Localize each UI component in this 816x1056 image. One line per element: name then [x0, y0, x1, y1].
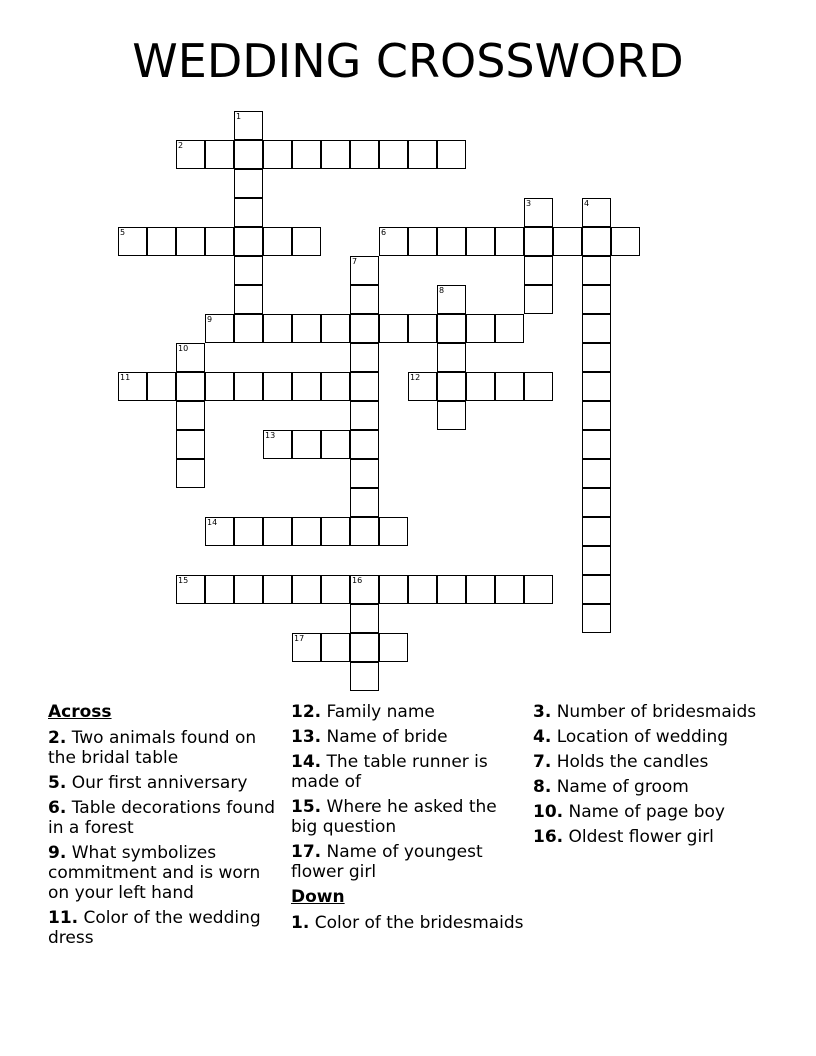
grid-cell[interactable] — [379, 575, 408, 604]
clue-number-label: 13. — [291, 727, 322, 747]
clue-number: 11 — [120, 373, 131, 382]
grid-cell[interactable] — [408, 227, 437, 256]
grid-cell[interactable] — [292, 314, 321, 343]
clue-number: 7 — [352, 257, 358, 266]
clue-text: The table runner is made of — [291, 752, 488, 792]
clue-number: 17 — [294, 634, 305, 643]
grid-cell[interactable] — [437, 372, 466, 401]
grid-cell[interactable] — [524, 285, 553, 314]
grid-cell[interactable] — [176, 372, 205, 401]
grid-cell[interactable] — [408, 314, 437, 343]
grid-cell[interactable] — [553, 227, 582, 256]
clue-number: 3 — [526, 199, 532, 208]
grid-cell[interactable] — [437, 343, 466, 372]
grid-cell[interactable] — [234, 198, 263, 227]
clue-text: Name of groom — [551, 777, 689, 797]
grid-cell[interactable] — [582, 314, 611, 343]
grid-cell[interactable] — [234, 314, 263, 343]
clue-number: 13 — [265, 431, 276, 440]
clue-number: 10 — [178, 344, 189, 353]
grid-cell[interactable] — [205, 575, 234, 604]
clue-number-label: 3. — [533, 702, 552, 722]
grid-cell[interactable] — [437, 575, 466, 604]
grid-cell[interactable] — [495, 372, 524, 401]
grid-cell[interactable] — [234, 285, 263, 314]
across-heading: Across — [48, 702, 112, 722]
grid-cell[interactable] — [524, 372, 553, 401]
clue — [291, 842, 527, 882]
grid-cell[interactable] — [205, 140, 234, 169]
grid-cell[interactable] — [234, 372, 263, 401]
clue-number-label: 16. — [533, 827, 564, 847]
grid-cell[interactable] — [524, 575, 553, 604]
grid-cell[interactable] — [350, 459, 379, 488]
clue — [48, 728, 284, 768]
clue-number-label: 10. — [533, 802, 564, 822]
grid-cell[interactable] — [263, 227, 292, 256]
grid-cell[interactable] — [350, 633, 379, 662]
grid-cell[interactable] — [350, 662, 379, 691]
grid-cell[interactable] — [234, 517, 263, 546]
clue-text: Color of the bridesmaids — [309, 913, 524, 933]
grid-cell[interactable] — [437, 314, 466, 343]
grid-cell[interactable] — [582, 604, 611, 633]
grid-cell[interactable] — [611, 227, 640, 256]
grid-cell[interactable] — [582, 372, 611, 401]
grid-cell[interactable] — [292, 575, 321, 604]
grid-cell[interactable] — [582, 285, 611, 314]
grid-cell[interactable] — [582, 459, 611, 488]
grid-cell[interactable] — [321, 633, 350, 662]
grid-cell[interactable] — [350, 140, 379, 169]
grid-cell[interactable] — [582, 488, 611, 517]
clue — [533, 727, 763, 747]
clue-number: 2 — [178, 141, 184, 150]
grid-cell[interactable] — [176, 459, 205, 488]
grid-cell[interactable] — [234, 227, 263, 256]
clue-text: Two animals found on the bridal table — [48, 728, 257, 768]
clue-text: Oldest flower girl — [563, 827, 714, 847]
clue-number-label: 8. — [533, 777, 552, 797]
clue-number: 16 — [352, 576, 363, 585]
grid-cell[interactable] — [176, 401, 205, 430]
grid-cell[interactable] — [292, 517, 321, 546]
grid-cell[interactable] — [495, 227, 524, 256]
grid-cell[interactable] — [582, 343, 611, 372]
clue — [48, 798, 284, 838]
grid-cell[interactable] — [147, 372, 176, 401]
grid-cell[interactable] — [176, 227, 205, 256]
clue-number-label: 11. — [48, 908, 79, 928]
clue-number-label: 9. — [48, 843, 67, 863]
clue-number-label: 1. — [291, 913, 310, 933]
grid-cell[interactable] — [582, 546, 611, 575]
clue-number-label: 12. — [291, 702, 322, 722]
grid-cell[interactable] — [350, 488, 379, 517]
clue-number: 9 — [207, 315, 213, 324]
clue-number-label: 4. — [533, 727, 552, 747]
clue-text: Color of the wedding dress — [48, 908, 261, 948]
grid-cell[interactable] — [234, 575, 263, 604]
grid-cell[interactable] — [408, 140, 437, 169]
clue-number-label: 14. — [291, 752, 322, 772]
grid-cell[interactable] — [466, 314, 495, 343]
clue-number-label: 6. — [48, 798, 67, 818]
clue-number-label: 2. — [48, 728, 67, 748]
grid-cell[interactable] — [321, 517, 350, 546]
clue-text: Table decorations found in a forest — [48, 798, 276, 838]
grid-cell[interactable] — [234, 140, 263, 169]
grid-cell[interactable] — [408, 575, 437, 604]
clue — [533, 802, 763, 822]
clue — [291, 797, 527, 837]
grid-cell[interactable] — [321, 575, 350, 604]
clue — [48, 908, 284, 948]
page-title: WEDDING CROSSWORD — [132, 34, 684, 88]
grid-cell[interactable] — [379, 140, 408, 169]
clue — [48, 843, 284, 903]
grid-cell[interactable] — [263, 140, 292, 169]
clue — [291, 752, 527, 792]
clue-number-label: 17. — [291, 842, 322, 862]
grid-cell[interactable] — [234, 169, 263, 198]
clue — [291, 727, 527, 747]
clue-text: Family name — [321, 702, 435, 722]
grid-cell[interactable] — [524, 256, 553, 285]
down-heading: Down — [291, 887, 345, 907]
clue-text: Where he asked the big question — [291, 797, 497, 837]
clue — [48, 773, 284, 793]
grid-cell[interactable] — [292, 430, 321, 459]
grid-cell[interactable] — [321, 140, 350, 169]
grid-cell[interactable] — [350, 372, 379, 401]
clue — [533, 827, 763, 847]
clues-column-3 — [533, 702, 763, 852]
clues-column-1 — [48, 702, 284, 953]
clue-number: 8 — [439, 286, 445, 295]
grid-cell[interactable] — [292, 227, 321, 256]
grid-cell[interactable] — [582, 575, 611, 604]
grid-cell[interactable] — [582, 517, 611, 546]
clue-number: 14 — [207, 518, 218, 527]
clue-number: 6 — [381, 228, 387, 237]
clue-number: 5 — [120, 228, 126, 237]
grid-cell[interactable] — [582, 430, 611, 459]
clue-number: 4 — [584, 199, 590, 208]
clue-number-label: 5. — [48, 773, 67, 793]
clue-number-label: 15. — [291, 797, 322, 817]
clue-text: Name of youngest flower girl — [291, 842, 483, 882]
grid-cell[interactable] — [176, 430, 205, 459]
grid-cell[interactable] — [582, 256, 611, 285]
grid-cell[interactable] — [350, 517, 379, 546]
grid-cell[interactable] — [350, 401, 379, 430]
clue-number: 15 — [178, 576, 189, 585]
grid-cell[interactable] — [205, 372, 234, 401]
grid-cell[interactable] — [321, 314, 350, 343]
grid-cell[interactable] — [263, 372, 292, 401]
grid-cell[interactable] — [379, 633, 408, 662]
grid-cell[interactable] — [379, 517, 408, 546]
clue-number: 12 — [410, 373, 421, 382]
grid-cell[interactable] — [437, 140, 466, 169]
grid-cell[interactable] — [263, 517, 292, 546]
grid-cell[interactable] — [379, 314, 408, 343]
clue-text: Name of bride — [321, 727, 448, 747]
clue — [533, 752, 763, 772]
clue — [533, 777, 763, 797]
grid-cell[interactable] — [263, 575, 292, 604]
clue-number: 1 — [236, 112, 242, 121]
clue-text: What symbolizes commitment and is worn on your left hand — [48, 843, 261, 903]
grid-cell[interactable] — [350, 343, 379, 372]
grid-cell[interactable] — [205, 227, 234, 256]
grid-cell[interactable] — [234, 256, 263, 285]
clue-text: Holds the candles — [551, 752, 709, 772]
clue-text: Our first anniversary — [66, 773, 248, 793]
clue-number-label: 7. — [533, 752, 552, 772]
grid-cell[interactable] — [292, 140, 321, 169]
clue — [291, 702, 527, 722]
grid-cell[interactable] — [466, 575, 495, 604]
grid-cell[interactable] — [582, 227, 611, 256]
grid-cell[interactable] — [350, 430, 379, 459]
grid-cell[interactable] — [350, 285, 379, 314]
grid-cell[interactable] — [582, 401, 611, 430]
grid-cell[interactable] — [495, 314, 524, 343]
clue-text: Name of page boy — [563, 802, 725, 822]
grid-cell[interactable] — [321, 430, 350, 459]
grid-cell[interactable] — [466, 227, 495, 256]
grid-cell[interactable] — [350, 604, 379, 633]
grid-cell[interactable] — [495, 575, 524, 604]
clue-text: Number of bridesmaids — [551, 702, 757, 722]
grid-cell[interactable] — [437, 401, 466, 430]
clue-text: Location of wedding — [551, 727, 729, 747]
grid-cell[interactable] — [350, 314, 379, 343]
grid-cell[interactable] — [466, 372, 495, 401]
grid-cell[interactable] — [147, 227, 176, 256]
grid-cell[interactable] — [524, 227, 553, 256]
clue — [533, 702, 763, 722]
grid-cell[interactable] — [263, 314, 292, 343]
grid-cell[interactable] — [437, 227, 466, 256]
grid-cell[interactable] — [321, 372, 350, 401]
grid-cell[interactable] — [292, 372, 321, 401]
clue — [291, 913, 527, 933]
clues-column-2 — [291, 702, 527, 938]
